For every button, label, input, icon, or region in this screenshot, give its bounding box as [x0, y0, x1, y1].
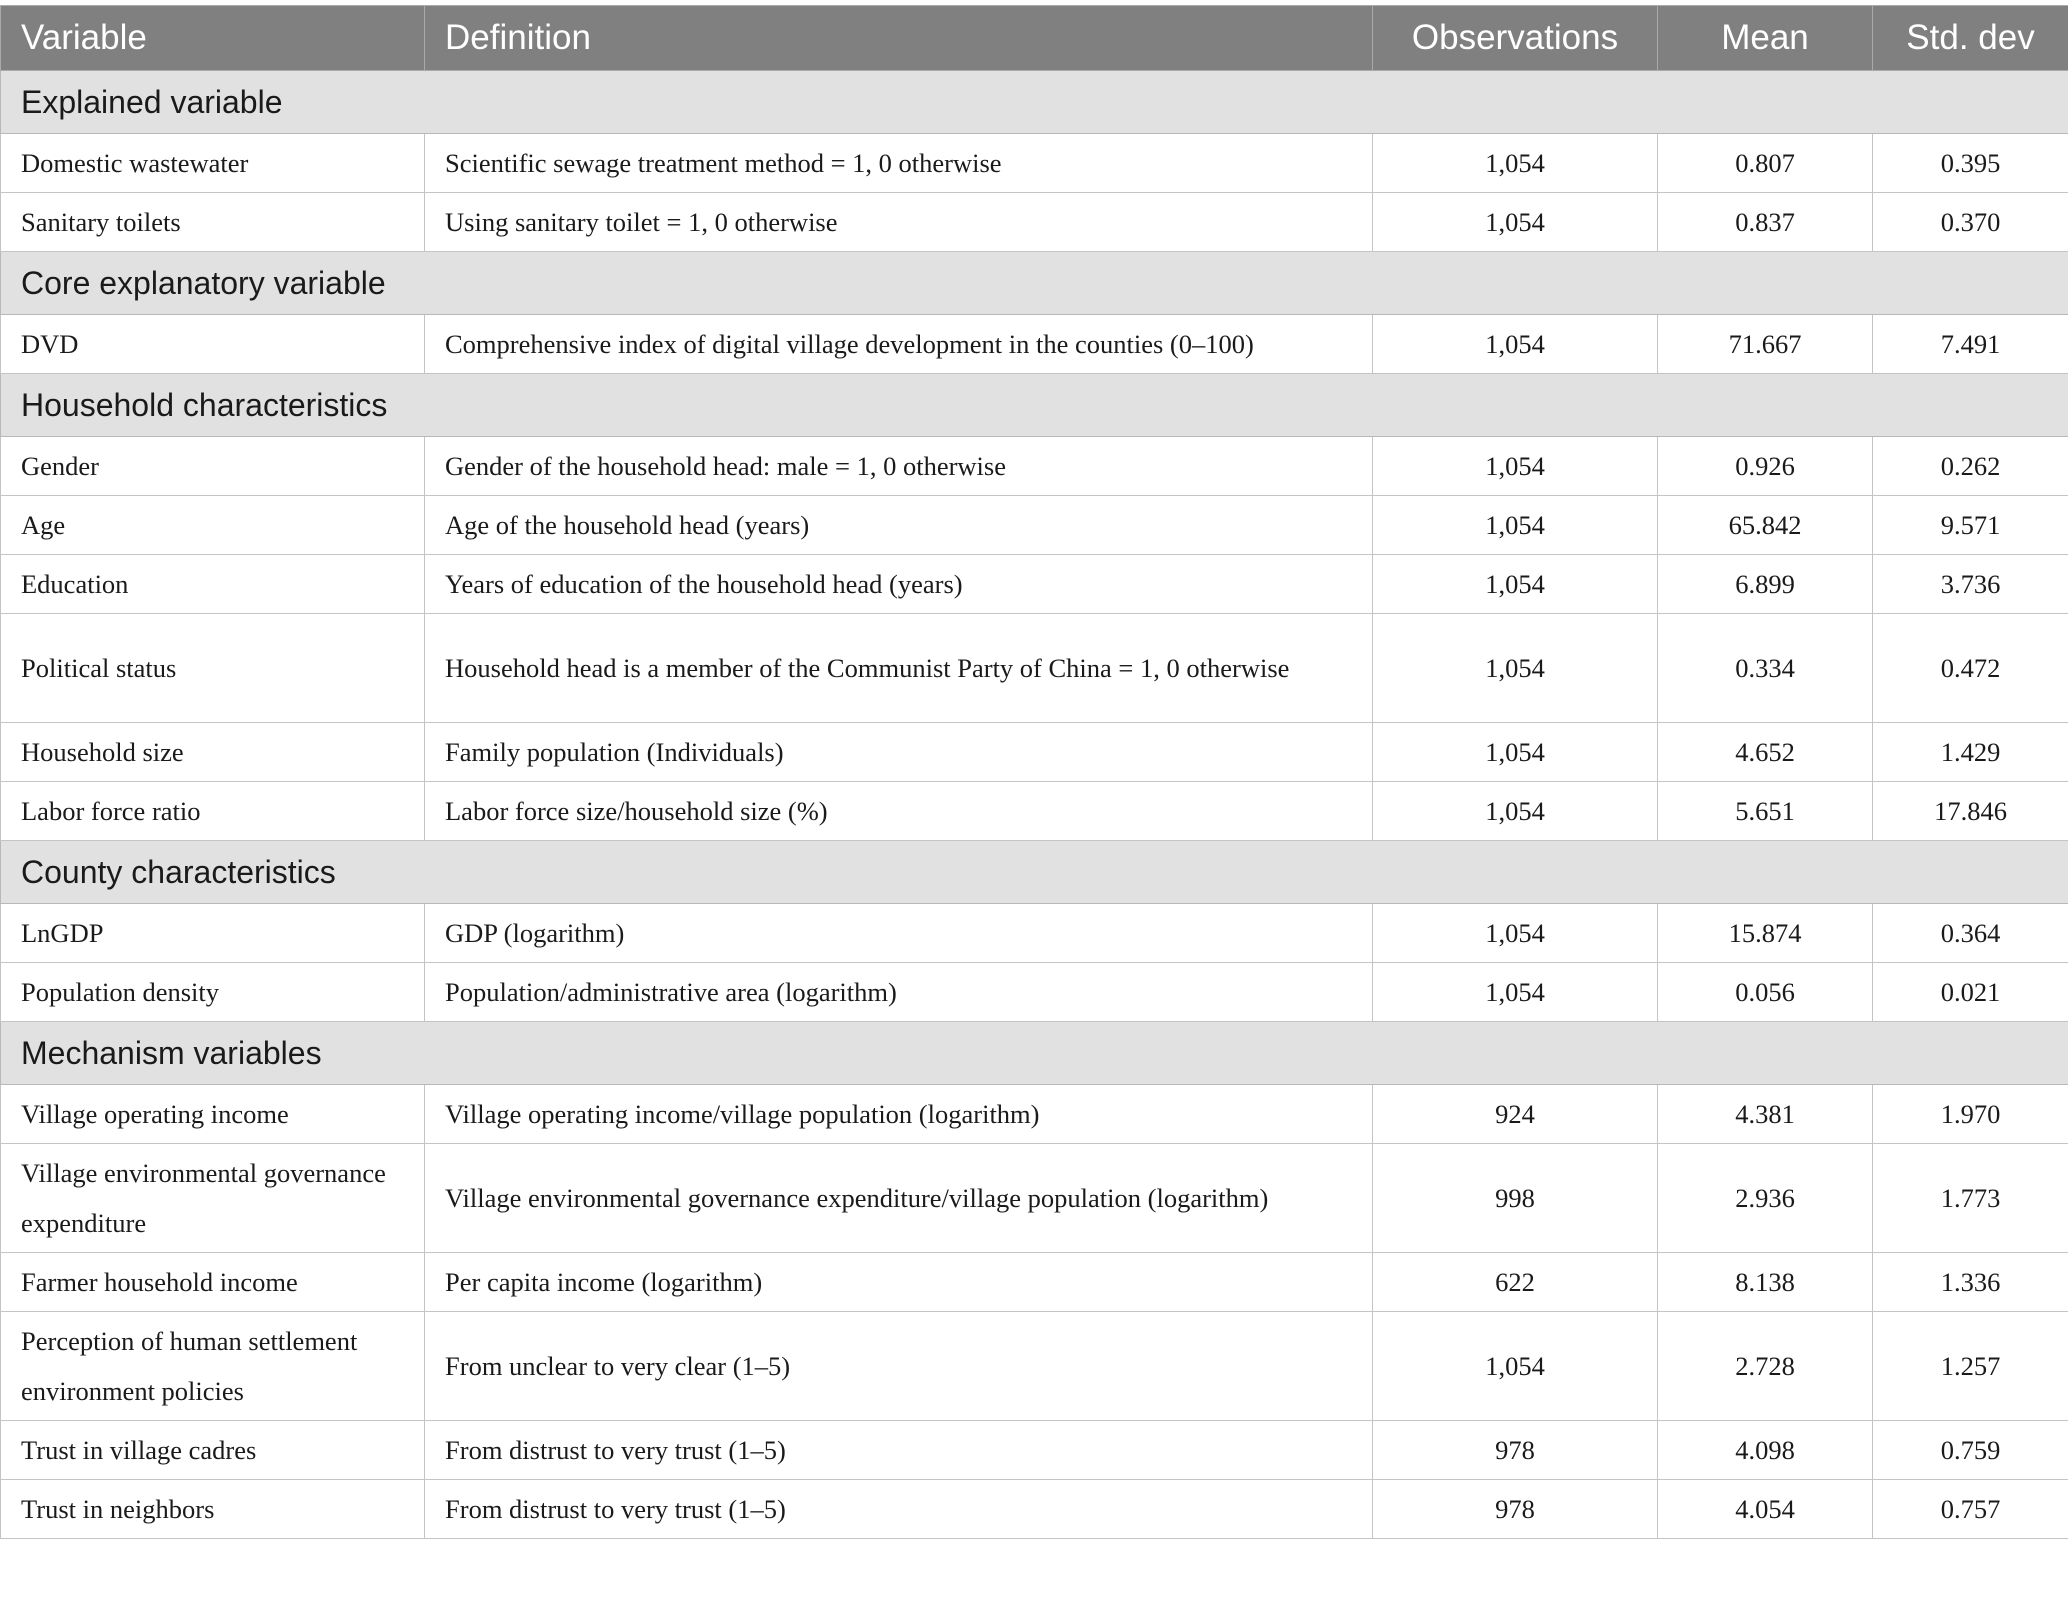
std-dev-cell: 0.395 [1873, 134, 2068, 193]
std-dev-cell: 0.759 [1873, 1421, 2068, 1480]
observations-cell: 1,054 [1373, 193, 1658, 252]
observations-cell: 978 [1373, 1421, 1658, 1480]
definition-cell: From distrust to very trust (1–5) [425, 1421, 1373, 1480]
definition-cell: Scientific sewage treatment method = 1, 0 otherwise [425, 134, 1373, 193]
header-std-dev: Std. dev [1873, 6, 2068, 71]
std-dev-cell: 3.736 [1873, 555, 2068, 614]
mean-cell: 6.899 [1658, 555, 1873, 614]
std-dev-cell: 0.472 [1873, 614, 2068, 723]
definition-cell: Comprehensive index of digital village development in the counties (0–100) [425, 315, 1373, 374]
table-row [1, 193, 2068, 252]
table-row [1, 437, 2068, 496]
summary-statistics-table [0, 5, 2068, 1539]
section-row [1, 374, 2068, 437]
variable-cell: Household size [1, 723, 425, 782]
section-title: Household characteristics [1, 374, 2068, 437]
mean-cell: 4.381 [1658, 1085, 1873, 1144]
definition-cell: Population/administrative area (logarithm) [425, 963, 1373, 1022]
variable-cell: Trust in village cadres [1, 1421, 425, 1480]
header-row [1, 6, 2068, 71]
table-row [1, 723, 2068, 782]
std-dev-cell: 7.491 [1873, 315, 2068, 374]
mean-cell: 2.936 [1658, 1144, 1873, 1253]
definition-cell: Using sanitary toilet = 1, 0 otherwise [425, 193, 1373, 252]
section-title: Core explanatory variable [1, 252, 2068, 315]
observations-cell: 1,054 [1373, 1312, 1658, 1421]
table-row [1, 1312, 2068, 1421]
variable-cell: Village environmental governance expenditure [1, 1144, 425, 1253]
mean-cell: 0.334 [1658, 614, 1873, 723]
table-row [1, 963, 2068, 1022]
section-title: County characteristics [1, 841, 2068, 904]
definition-cell: Family population (Individuals) [425, 723, 1373, 782]
table-row [1, 614, 2068, 723]
observations-cell: 1,054 [1373, 315, 1658, 374]
section-title: Mechanism variables [1, 1022, 2068, 1085]
section-row [1, 71, 2068, 134]
observations-cell: 1,054 [1373, 134, 1658, 193]
table-row [1, 1085, 2068, 1144]
std-dev-cell: 0.364 [1873, 904, 2068, 963]
definition-cell: Village operating income/village population (logarithm) [425, 1085, 1373, 1144]
mean-cell: 0.837 [1658, 193, 1873, 252]
definition-cell: Years of education of the household head (years) [425, 555, 1373, 614]
variable-cell: Trust in neighbors [1, 1480, 425, 1539]
table-row [1, 1253, 2068, 1312]
table-row [1, 496, 2068, 555]
section-row [1, 252, 2068, 315]
table-row [1, 1144, 2068, 1253]
observations-cell: 1,054 [1373, 496, 1658, 555]
observations-cell: 622 [1373, 1253, 1658, 1312]
variable-cell: Political status [1, 614, 425, 723]
variable-cell: Population density [1, 963, 425, 1022]
table-row [1, 315, 2068, 374]
std-dev-cell: 9.571 [1873, 496, 2068, 555]
std-dev-cell: 1.970 [1873, 1085, 2068, 1144]
variable-cell: DVD [1, 315, 425, 374]
variable-cell: Farmer household income [1, 1253, 425, 1312]
mean-cell: 2.728 [1658, 1312, 1873, 1421]
definition-cell: From unclear to very clear (1–5) [425, 1312, 1373, 1421]
mean-cell: 71.667 [1658, 315, 1873, 374]
std-dev-cell: 0.757 [1873, 1480, 2068, 1539]
mean-cell: 8.138 [1658, 1253, 1873, 1312]
mean-cell: 4.054 [1658, 1480, 1873, 1539]
variable-cell: LnGDP [1, 904, 425, 963]
variable-cell: Education [1, 555, 425, 614]
observations-cell: 978 [1373, 1480, 1658, 1539]
definition-cell: Household head is a member of the Communist Party of China = 1, 0 otherwise [425, 614, 1373, 723]
observations-cell: 1,054 [1373, 723, 1658, 782]
variable-cell: Sanitary toilets [1, 193, 425, 252]
definition-cell: GDP (logarithm) [425, 904, 1373, 963]
table-row [1, 1421, 2068, 1480]
table-row [1, 782, 2068, 841]
std-dev-cell: 1.429 [1873, 723, 2068, 782]
table-row [1, 904, 2068, 963]
std-dev-cell: 0.262 [1873, 437, 2068, 496]
observations-cell: 1,054 [1373, 614, 1658, 723]
observations-cell: 1,054 [1373, 963, 1658, 1022]
variable-cell: Village operating income [1, 1085, 425, 1144]
table-row [1, 134, 2068, 193]
table-row [1, 1480, 2068, 1539]
definition-cell: Per capita income (logarithm) [425, 1253, 1373, 1312]
observations-cell: 998 [1373, 1144, 1658, 1253]
mean-cell: 4.652 [1658, 723, 1873, 782]
observations-cell: 1,054 [1373, 437, 1658, 496]
section-row [1, 841, 2068, 904]
header-observations: Observations [1373, 6, 1658, 71]
variable-cell: Age [1, 496, 425, 555]
std-dev-cell: 1.773 [1873, 1144, 2068, 1253]
std-dev-cell: 0.021 [1873, 963, 2068, 1022]
mean-cell: 65.842 [1658, 496, 1873, 555]
definition-cell: Labor force size/household size (%) [425, 782, 1373, 841]
definition-cell: Gender of the household head: male = 1, 0 otherwise [425, 437, 1373, 496]
observations-cell: 1,054 [1373, 782, 1658, 841]
mean-cell: 4.098 [1658, 1421, 1873, 1480]
section-title: Explained variable [1, 71, 2068, 134]
observations-cell: 924 [1373, 1085, 1658, 1144]
variable-cell: Labor force ratio [1, 782, 425, 841]
header-mean: Mean [1658, 6, 1873, 71]
mean-cell: 15.874 [1658, 904, 1873, 963]
mean-cell: 5.651 [1658, 782, 1873, 841]
observations-cell: 1,054 [1373, 904, 1658, 963]
definition-cell: From distrust to very trust (1–5) [425, 1480, 1373, 1539]
section-row [1, 1022, 2068, 1085]
table-row [1, 555, 2068, 614]
variable-cell: Perception of human settlement environment policies [1, 1312, 425, 1421]
std-dev-cell: 17.846 [1873, 782, 2068, 841]
observations-cell: 1,054 [1373, 555, 1658, 614]
variable-cell: Domestic wastewater [1, 134, 425, 193]
std-dev-cell: 1.336 [1873, 1253, 2068, 1312]
definition-cell: Village environmental governance expenditure/village population (logarithm) [425, 1144, 1373, 1253]
variable-cell: Gender [1, 437, 425, 496]
mean-cell: 0.807 [1658, 134, 1873, 193]
definition-cell: Age of the household head (years) [425, 496, 1373, 555]
header-variable: Variable [1, 6, 425, 71]
std-dev-cell: 0.370 [1873, 193, 2068, 252]
header-definition: Definition [425, 6, 1373, 71]
mean-cell: 0.056 [1658, 963, 1873, 1022]
std-dev-cell: 1.257 [1873, 1312, 2068, 1421]
mean-cell: 0.926 [1658, 437, 1873, 496]
